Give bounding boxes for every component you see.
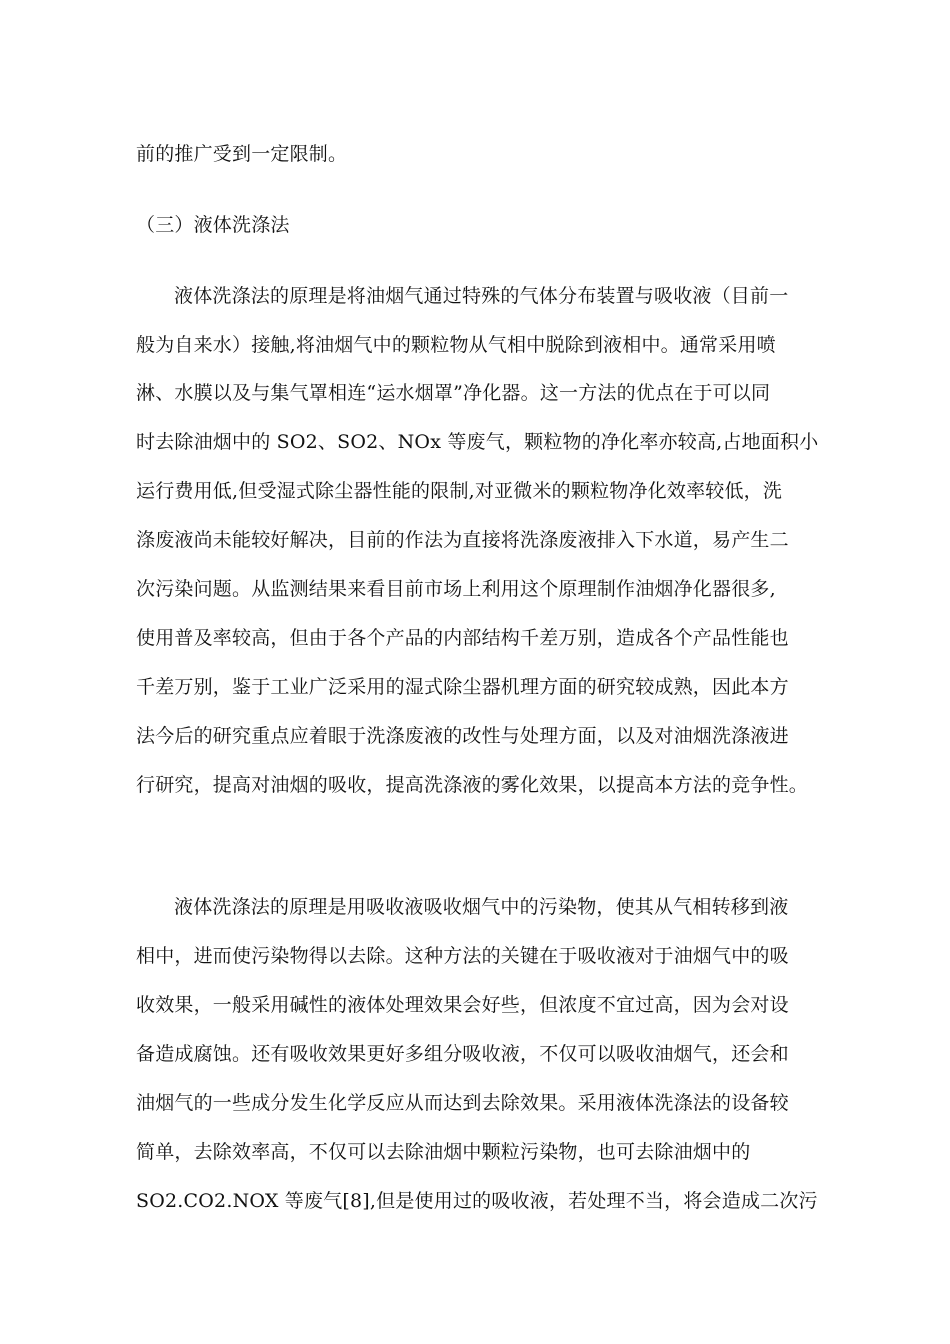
paragraph-line: 千差万别，鉴于工业广泛采用的湿式除尘器机理方面的研究较成熟，因此本方 — [136, 676, 789, 698]
paragraph-line: 法今后的研究重点应着眼于洗涤废液的改性与处理方面，以及对油烟洗涤液进 — [136, 725, 789, 747]
paragraph-line: 时去除油烟中的 SO2、SO2、NOx 等废气，颗粒物的净化率亦较高,占地面积小 — [136, 431, 819, 453]
paragraph-line: 运行费用低,但受湿式除尘器性能的限制,对亚微米的颗粒物净化效率较低，洗 — [136, 480, 783, 502]
paragraph-line: 般为自来水）接触,将油烟气中的颗粒物从气相中脱除到液相中。通常采用喷 — [136, 334, 776, 356]
continuation-line: 前的推广受到一定限制。 — [136, 143, 348, 165]
paragraph-line: 涤废液尚未能较好解决，目前的作法为直接将洗涤废液排入下水道，易产生二 — [136, 529, 789, 551]
paragraph-line: 液体洗涤法的原理是将油烟气通过特殊的气体分布装置与吸收液（目前一 — [174, 285, 789, 307]
paragraph-line: 液体洗涤法的原理是用吸收液吸收烟气中的污染物，使其从气相转移到液 — [174, 896, 789, 918]
paragraph-line: 油烟气的一些成分发生化学反应从而达到去除效果。采用液体洗涤法的设备较 — [136, 1092, 789, 1114]
paragraph-line: 相中，进而使污染物得以去除。这种方法的关键在于吸收液对于油烟气中的吸 — [136, 945, 789, 967]
paragraph-line: 淋、水膜以及与集气罩相连“运水烟罩”净化器。这一方法的优点在于可以同 — [136, 382, 771, 404]
paragraph-line: SO2.CO2.NOX 等废气[8],但是使用过的吸收液，若处理不当，将会造成二次污 — [136, 1190, 818, 1212]
paragraph-line: 备造成腐蚀。还有吸收效果更好多组分吸收液，不仅可以吸收油烟气，还会和 — [136, 1043, 789, 1065]
paragraph-line: 次污染问题。从监测结果来看目前市场上利用这个原理制作油烟净化器很多, — [136, 578, 776, 600]
paragraph-line: 简单，去除效率高，不仅可以去除油烟中颗粒污染物，也可去除油烟中的 — [136, 1141, 751, 1163]
paragraph-line: 行研究，提高对油烟的吸收，提高洗涤液的雾化效果，以提高本方法的竞争性。 — [136, 774, 809, 796]
paragraph-line: 收效果，一般采用碱性的液体处理效果会好些，但浓度不宜过高，因为会对设 — [136, 994, 789, 1016]
paragraph-line: 使用普及率较高，但由于各个产品的内部结构千差万别，造成各个产品性能也 — [136, 627, 789, 649]
section-heading: （三）液体洗涤法 — [136, 214, 290, 236]
